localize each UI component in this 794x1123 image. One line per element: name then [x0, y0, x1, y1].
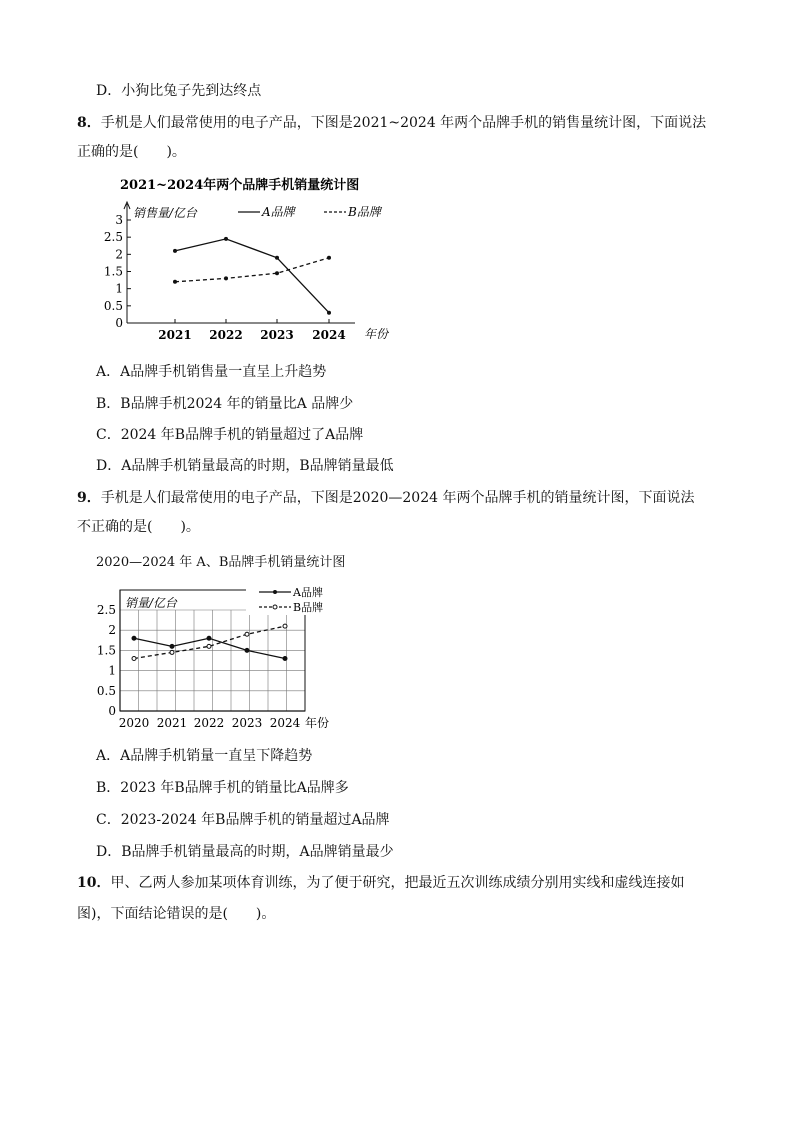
- q9-stem-line1: [77, 488, 694, 508]
- chart1-y-tick-label: 0.5: [103, 298, 123, 313]
- chart1-x-tick-label: 2021: [158, 328, 192, 342]
- chart1-x-tick-label: 2024: [312, 328, 346, 342]
- q8-stem-text: 手机是人们最常使用的电子产品，下图是2021~2024 年两个品牌手机的销售量统计图，下面说法: [100, 115, 707, 131]
- chart2-series-b-point: [170, 650, 174, 654]
- chart1-y-tick-label: 1: [115, 281, 123, 296]
- chart2-legend-b-label: B品牌: [293, 601, 324, 614]
- chart1-title: 2021~2024年两个品牌手机销量统计图: [120, 178, 360, 193]
- chart1-series-b-line: [175, 258, 329, 282]
- chart1-series-b-point: [173, 280, 177, 284]
- q8-option-b: B．B品牌手机2024 年的销量比A 品牌少: [96, 396, 354, 412]
- chart1-series-b-point: [275, 271, 279, 275]
- q8-option-c: C．2024 年B品牌手机的销量超过了A品牌: [96, 427, 364, 443]
- chart1-y-tick-label: 1.5: [103, 264, 123, 279]
- chart1-legend-b-label: B品牌: [348, 205, 381, 219]
- chart2-series-a-point: [283, 656, 287, 660]
- chart2-xlabel: 年份: [305, 716, 330, 730]
- chart2-series-b-point: [132, 656, 136, 660]
- chart1-series-a-point: [224, 237, 228, 241]
- chart2-series-b-point: [245, 632, 249, 636]
- chart2-y-tick-label: 2.5: [96, 603, 116, 617]
- chart1-ylabel: 销售量/亿台: [133, 206, 198, 220]
- chart2-y-tick-label: 0: [108, 704, 116, 718]
- q9-option-b: B．2023 年B品牌手机的销量比A品牌多: [96, 780, 349, 796]
- q8-number: 8．: [77, 115, 101, 131]
- chart2-series-a-point: [207, 636, 211, 640]
- chart2-y-tick-label: 1: [108, 663, 116, 678]
- chart2-series-a-point: [170, 644, 174, 648]
- chart1-series-b-point: [224, 276, 228, 280]
- chart1-y-tick-label: 3: [115, 213, 123, 227]
- q10-stem-line2: 图)，下面结论错误的是( )。: [77, 906, 276, 922]
- q10-stem-text: 甲、乙两人参加某项体育训练，为了便于研究，把最近五次训练成绩分别用实线和虚线连接如: [110, 875, 685, 891]
- chart1-y-tick-label: 0: [115, 316, 123, 330]
- chart2-x-tick-label: 2020: [118, 716, 150, 730]
- chart1-x-tick-label: 2023: [260, 328, 294, 342]
- q9-option-a: A．A品牌手机销量一直呈下降趋势: [96, 748, 313, 764]
- q9-option-d: D．B品牌手机销量最高的时期，A品牌销量最少: [96, 844, 394, 860]
- chart2-series-a-point: [245, 648, 249, 652]
- q10-stem-line1: [77, 873, 684, 893]
- chart2-series-b-point: [207, 644, 211, 648]
- q9-number: 9．: [77, 490, 101, 506]
- chart2-x-tick-label: 2022: [193, 716, 225, 730]
- chart2-series-b-point: [283, 624, 287, 628]
- chart2-x-tick-label: 2021: [156, 716, 188, 730]
- q7-option-d: D．小狗比兔子先到达终点: [96, 83, 262, 99]
- q8-stem-line1: [77, 113, 706, 133]
- q8-chart: [100, 172, 410, 352]
- chart1-y-tick-label: 2: [115, 247, 123, 262]
- chart2-y-tick-label: 2: [108, 623, 116, 638]
- q9-stem-text: 手机是人们最常使用的电子产品，下图是2020—2024 年两个品牌手机的销量统计图，下面说法: [100, 490, 695, 506]
- chart1-series-b-point: [327, 256, 331, 260]
- q8-stem-line2: 正确的是( )。: [77, 144, 186, 160]
- q8-option-a: A．A品牌手机销售量一直呈上升趋势: [96, 364, 327, 380]
- chart1-series-a-point: [275, 256, 279, 260]
- chart2-y-tick-label: 0.5: [96, 683, 116, 698]
- chart1-xlabel: 年份: [364, 327, 389, 341]
- chart2-series-a-point: [132, 636, 136, 640]
- chart2-legend-a-marker: [273, 590, 277, 594]
- chart2-x-tick-label: 2023: [231, 716, 263, 730]
- chart1-legend-a-label: A品牌: [262, 205, 295, 219]
- chart2-y-tick-label: 1.5: [96, 643, 116, 658]
- q9-option-c: C．2023-2024 年B品牌手机的销量超过A品牌: [96, 812, 390, 828]
- chart1-series-a-point: [327, 311, 331, 315]
- q9-chart: [96, 580, 346, 735]
- chart1-y-tick-label: 2.5: [103, 230, 123, 245]
- chart2-x-tick-label: 2024: [269, 716, 301, 730]
- q10-number: 10．: [77, 875, 111, 891]
- chart1-x-tick-label: 2022: [209, 328, 243, 342]
- chart2-ylabel: 销量/亿台: [125, 596, 178, 610]
- q9-stem-line2: 不正确的是( )。: [77, 519, 200, 535]
- q9-chart-caption: 2020—2024 年 A、B品牌手机销量统计图: [96, 555, 346, 570]
- chart2-legend-a-label: A品牌: [293, 586, 323, 599]
- q8-option-d: D．A品牌手机销量最高的时期，B品牌销量最低: [96, 458, 394, 474]
- chart2-legend-b-marker: [273, 605, 277, 609]
- chart1-series-a-point: [173, 249, 177, 253]
